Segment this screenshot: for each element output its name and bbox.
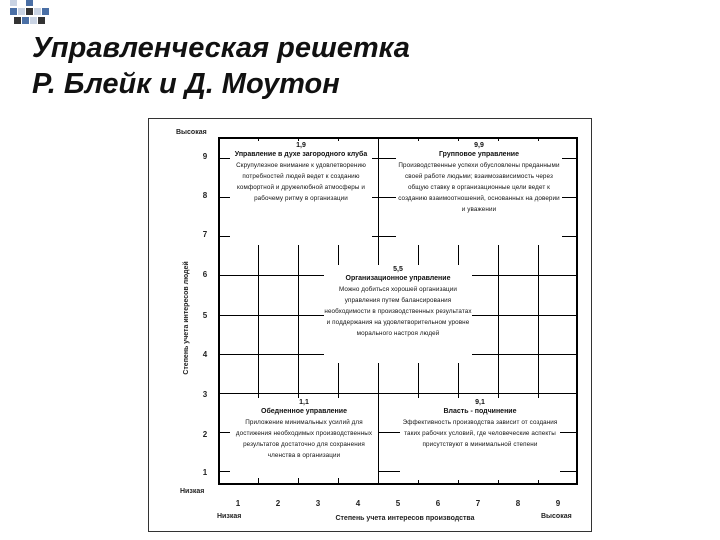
y-tick: 4 — [202, 350, 208, 359]
deco-square — [30, 17, 37, 24]
deco-square — [10, 8, 17, 15]
style-description: Эффективность производства зависит от создания таких рабочих условий, где человеческие аспекты присутствуют в минимальной степени — [402, 419, 558, 448]
x-tick: 3 — [315, 499, 321, 508]
deco-square — [26, 8, 33, 15]
x-tick: 8 — [515, 499, 521, 508]
deco-square — [14, 17, 21, 24]
slide-title-line-1: Управленческая решетка — [32, 32, 410, 64]
y-tick: 9 — [202, 152, 208, 161]
x-tick: 9 — [555, 499, 561, 508]
x-axis-low-label: Низкая — [217, 513, 242, 520]
style-name: Организационное управление — [345, 275, 451, 282]
style-description: Можно добиться хорошей организации управления путем балансирования необходимости в производственных результатах и поддержания на удовлетворительном уровне морального настроя людей — [324, 286, 472, 337]
style-box-country-club — [230, 141, 372, 245]
y-tick: 3 — [202, 390, 208, 399]
deco-square — [22, 17, 29, 24]
style-name: Власть - подчинение — [443, 408, 517, 415]
style-name: Групповое управление — [438, 151, 519, 158]
style-description: Приложение минимальных усилий для достижения необходимых производственных результатов достаточно для сохранения членства в организации — [235, 419, 373, 459]
y-tick: 1 — [202, 468, 208, 477]
deco-square — [26, 0, 33, 6]
style-box-impoverished — [230, 398, 378, 478]
y-tick: 5 — [202, 311, 208, 320]
x-tick: 4 — [355, 499, 361, 508]
style-description: Производственные успехи обусловлены преданными своей работе людьми; взаимозависимость через общую ставку в организационные цели ведет к созданию взаимоотношений, основанных на доверии и уважении — [398, 162, 560, 213]
y-tick: 8 — [202, 191, 208, 200]
slide-title — [32, 30, 410, 102]
x-tick: 5 — [395, 499, 401, 508]
x-tick: 7 — [475, 499, 481, 508]
slide-title-line-2: Р. Блейк и Д. Моутон — [32, 68, 340, 100]
slide-decoration — [0, 0, 64, 32]
y-tick: 2 — [202, 430, 208, 439]
style-coord: 5,5 — [393, 266, 403, 273]
style-box-team — [396, 141, 562, 245]
style-box-middle — [324, 265, 472, 363]
style-name: Обедненное управление — [261, 408, 347, 415]
grid-line — [220, 393, 576, 394]
y-tick: 6 — [202, 270, 208, 279]
style-description: Скрупулезное внимание к удовлетворению потребностей людей ведет к созданию комфортной и дружелюбной атмосферы и рабочему ритму в организации — [236, 162, 366, 202]
x-tick: 2 — [275, 499, 281, 508]
x-tick: 1 — [235, 499, 241, 508]
y-axis-title: Степень учета интересов людей — [183, 261, 190, 375]
style-coord: 9,9 — [474, 142, 484, 149]
x-tick: 6 — [435, 499, 441, 508]
style-coord: 1,9 — [296, 142, 306, 149]
x-axis-high-label: Высокая — [541, 513, 572, 520]
y-axis-low-label: Низкая — [180, 488, 205, 495]
y-axis-high-label: Высокая — [176, 129, 207, 136]
style-coord: 9,1 — [475, 399, 485, 406]
deco-square — [34, 8, 41, 15]
deco-square — [38, 17, 45, 24]
y-tick: 7 — [202, 230, 208, 239]
style-box-authority — [400, 398, 560, 480]
deco-square — [42, 8, 49, 15]
style-name: Управление в духе загородного клуба — [234, 151, 368, 158]
deco-square — [10, 0, 17, 6]
x-axis-title: Степень учета интересов производства — [335, 515, 475, 522]
deco-square — [18, 8, 25, 15]
style-coord: 1,1 — [299, 399, 309, 406]
